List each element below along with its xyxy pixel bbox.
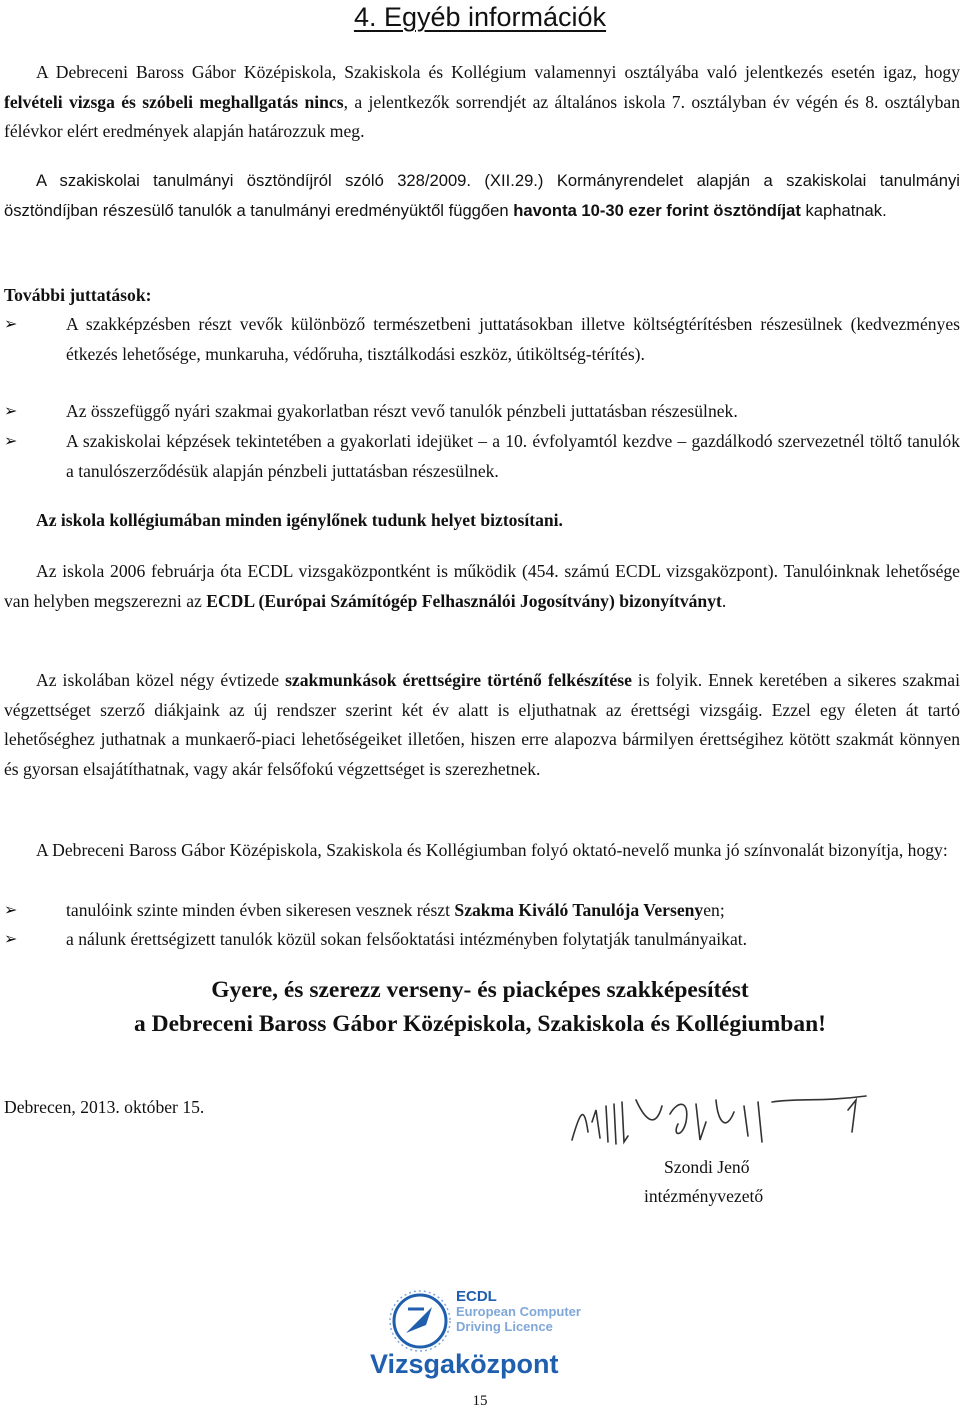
list-item: ➢ tanulóink szinte minden évben sikeresen vesznek részt Szakma Kiváló Tanulója Versenyen; <box>4 896 960 926</box>
signature-image <box>566 1092 876 1154</box>
ecdl-logo-text: ECDL European Computer Driving Licence <box>456 1288 581 1334</box>
list-item: ➢ a nálunk érettségizett tanulók közül sokan felsőoktatási intézményben folytatják tanulmányaikat. <box>4 925 960 955</box>
ecdl-paragraph: Az iskola 2006 februárja óta ECDL vizsgaközpontként is működik (454. számú ECDL vizsgaközpont). Tanulóinknak lehetősége van helyben megszerezni az ECDL (Európai Számítógép Felhasználói Jogosítvány) bizonyítványt. <box>4 561 960 611</box>
ecdl-logo-caption: Vizsgaközpont <box>370 1349 559 1379</box>
signer-name: Szondi Jenő <box>664 1157 750 1177</box>
quality-intro-paragraph: A Debreceni Baross Gábor Középiskola, Szakiskola és Kollégiumban folyó oktató-nevelő munka jó színvonalát bizonyítja, hogy: <box>36 840 948 860</box>
arrow-bullet-icon: ➢ <box>4 902 18 919</box>
ecdl-logo <box>360 1287 600 1385</box>
arrow-bullet-icon: ➢ <box>4 931 18 948</box>
arrow-bullet-icon: ➢ <box>4 433 18 450</box>
list-item: ➢ Az összefüggő nyári szakmai gyakorlatban részt vevő tanulók pénzbeli juttatásban részesülnek. <box>4 397 960 427</box>
dormitory-paragraph: Az iskola kollégiumában minden igénylőnek tudunk helyet biztosítani. <box>36 510 563 530</box>
list-item: ➢ A szakiskolai képzések tekintetében a gyakorlati idejüket – a 10. évfolyamtól kezdve – gazdálkodó szervezetnél töltő tanulók a tanulószerződésük alapján pénzbeli juttatásban részesülnek. <box>4 427 960 486</box>
scholarship-paragraph: A szakiskolai tanulmányi ösztöndíjról szóló 328/2009. (XII.29.) Kormányrendelet alapján a szakiskolai tanulmányi ösztöndíjban részesülő tanulók a tanulmányi eredményüktől függően havonta 10-30 ezer forint ösztöndíjat kaphatnak. <box>4 171 960 220</box>
slogan-line-1: Gyere, és szerezz verseny- és piacképes szakképesítést <box>211 977 749 1003</box>
page-number: 15 <box>472 1393 488 1409</box>
signer-title: intézményvezető <box>644 1186 764 1206</box>
place-date: Debrecen, 2013. október 15. <box>4 1097 205 1117</box>
matura-paragraph: Az iskolában közel négy évtizede szakmunkások érettségire történő felkészítése is folyik. Ennek keretében a sikeres szakmai végzettséget szerző diákjaink az új rendszer szerint két év alatt is eljuthatnak az érettségi vizsgáig. Ezzel egy életen át tartó lehetőséghez juthatnak a munkaerő-piaci lehetőségeiket illetően, hiszen erre alapozva bármilyen érettségihez kötött szakmát könnyen és gyorsan elsajátíthatnak, vagy akár felsőfokú végzettséget is szerezhetnek. <box>4 670 960 779</box>
admission-paragraph: A Debreceni Baross Gábor Középiskola, Szakiskola és Kollégium valamennyi osztályába való jelentkezés esetén igaz, hogy felvételi vizsga és szóbeli meghallgatás nincs, a jelentkezők sorrendjét az általános iskola 7. osztályban év végén és 8. osztályban félévkor elért eredmények alapján határozzuk meg. <box>4 62 960 141</box>
section-heading: 4. Egyéb információk <box>353 2 607 32</box>
list-item: ➢ A szakképzésben részt vevők különböző természetbeni juttatásokban illetve költségtérítésben részesülnek (kedvezményes étkezés lehetősége, munkaruha, védőruha, tisztálkodási eszköz, útiköltség-térítés). <box>4 310 960 369</box>
arrow-bullet-icon: ➢ <box>4 403 18 420</box>
further-benefits-heading: További juttatások: <box>4 285 152 305</box>
arrow-bullet-icon: ➢ <box>4 316 18 333</box>
slogan-line-2: a Debreceni Baross Gábor Középiskola, Szakiskola és Kollégiumban! <box>134 1011 826 1037</box>
